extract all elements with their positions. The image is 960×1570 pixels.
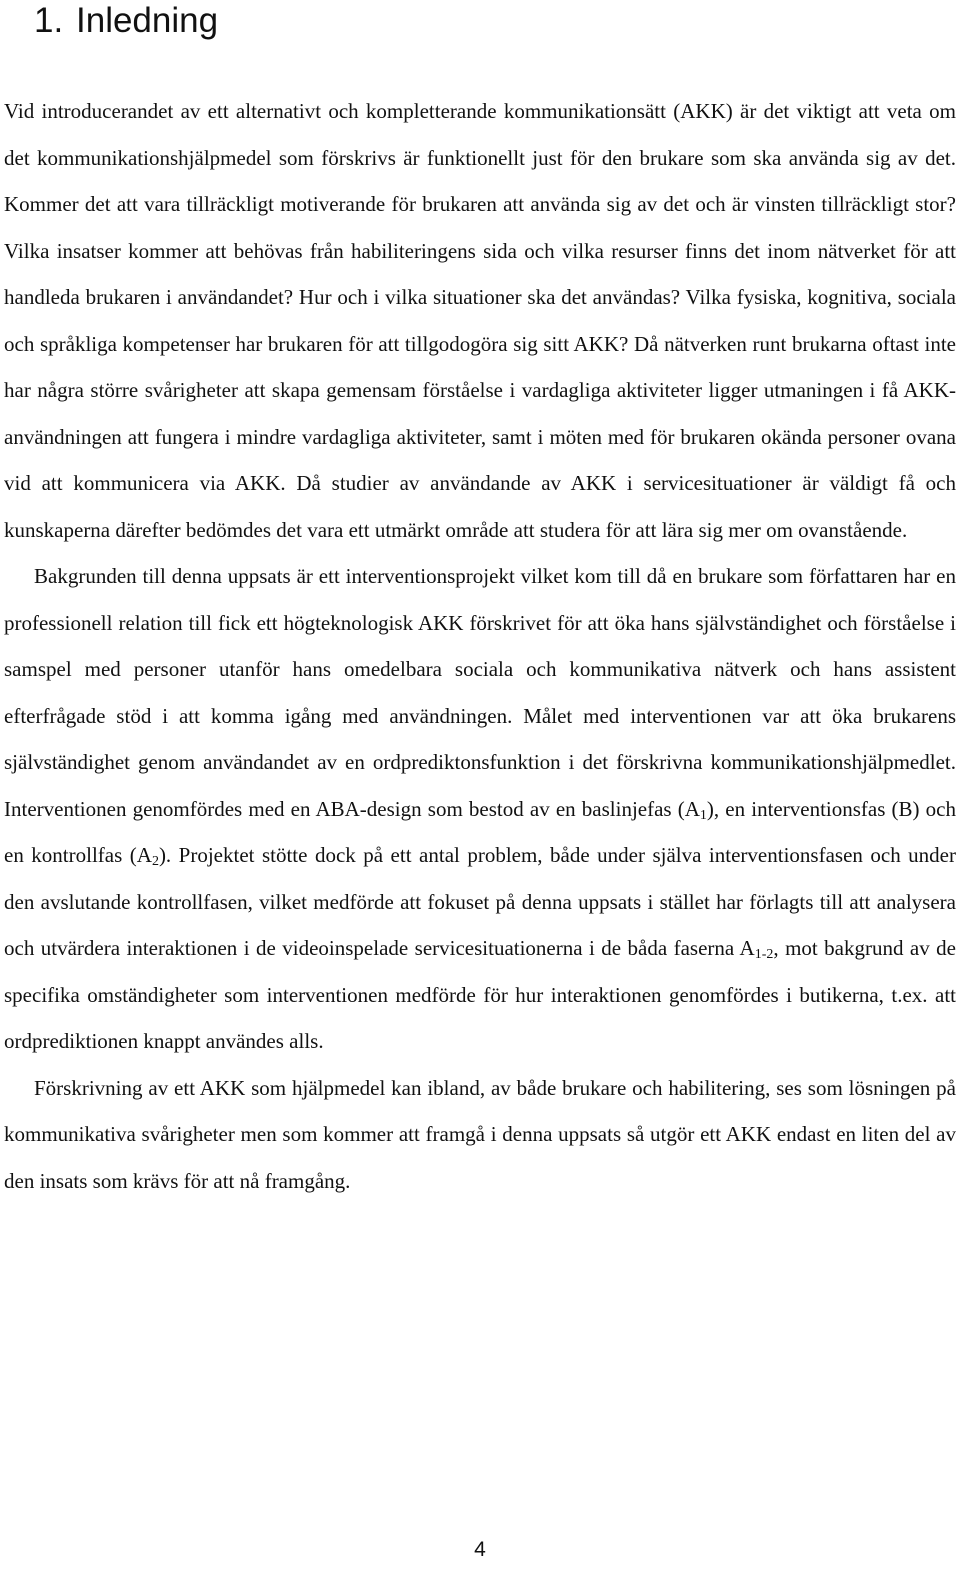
subscript-1: 1 bbox=[699, 807, 707, 823]
chapter-number: 1. bbox=[34, 1, 64, 40]
chapter-title: Inledning bbox=[76, 1, 219, 40]
paragraph-prescription: Förskrivning av ett AKK som hjälpmedel kan ibland, av både brukare och habilitering, ses som lösningen på kommunikativa svårigheter men som kommer att framgå i denna uppsats så utgör ett AKK endast en liten del av den insats som krävs för att nå framgång. bbox=[4, 1075, 956, 1193]
paragraph-background-text-3: ). Projektet stötte dock på ett antal problem, både under själva interventionsfasen och under den avslutande kontrollfasen, vilket medförde att fokuset på denna uppsats i stället har förlagts till att analysera och utvärdera interaktionen i de videoinspelade servicesituationerna i de båda faserna A bbox=[4, 843, 956, 960]
paragraph-background-text-2: ), en interventionsfas (B) och en kontrollfas (A bbox=[4, 796, 956, 867]
subscript-2: 2 bbox=[151, 854, 159, 869]
paragraph-background-text-1: Bakgrunden till denna uppsats är ett interventionsprojekt vilket kom till då en brukare som författaren har en professionell relation till fick ett högteknologisk AKK förskrivet för att öka hans självständighet och förståelse i samspel med personer utanför hans omedelbara sociala och kommunikativa nätverk och hans assistent efterfrågade stöd i att komma igång med användningen. Målet med interventionen var att öka brukarens självständighet genom användandet av en ordprediktonsfunktion i det förskrivna kommunikationshjälpmedlet. Interventionen genomfördes med en ABA-design som bestod av en baslinjefas (A bbox=[4, 564, 956, 821]
page-number: 4 bbox=[474, 1538, 486, 1561]
paragraph-background-text-4: , mot bakgrund av de specifika omständigheter som interventionen medförde för hur interaktionen genomfördes i butikerna, t.ex. att ordprediktionen knappt användes alls. bbox=[4, 936, 957, 1053]
subscript-1-2: 1-2 bbox=[754, 947, 774, 962]
paragraph-introduction: Vid introducerandet av ett alternativt och kompletterande kommunikationsätt (AKK) är det viktigt att veta om det kommunikationshjälpmedel som förskrivs är funktionellt just för den brukare som ska använda sig av det. Kommer det att vara tillräckligt motiverande för brukaren att använda sig av det och är vinsten tillräckligt stor? Vilka insatser kommer att behövas från habiliteringens sida och vilka resurser finns det inom nätverket för att handleda brukaren i användandet? Hur och i vilka situationer ska det användas? Vilka fysiska, kognitiva, sociala och språkliga kompetenser har brukaren för att tillgodogöra sig sitt AKK? Då nätverken runt brukarna oftast inte har några större svårigheter att skapa gemensam förståelse i vardagliga aktiviteter ligger utmaningen i få AKK-användningen att fungera i mindre vardagliga aktiviteter, samt i möten med för brukaren okända personer ovana vid att kommunicera via AKK. Då studier av användande av AKK i servicesituationer är väldigt få och kunskaperna därefter bedömdes det vara ett utmärkt område att studera för att lära sig mer om ovanstående. bbox=[4, 99, 956, 542]
chapter-heading bbox=[4, 0, 956, 88]
paragraph-background bbox=[4, 553, 956, 1065]
